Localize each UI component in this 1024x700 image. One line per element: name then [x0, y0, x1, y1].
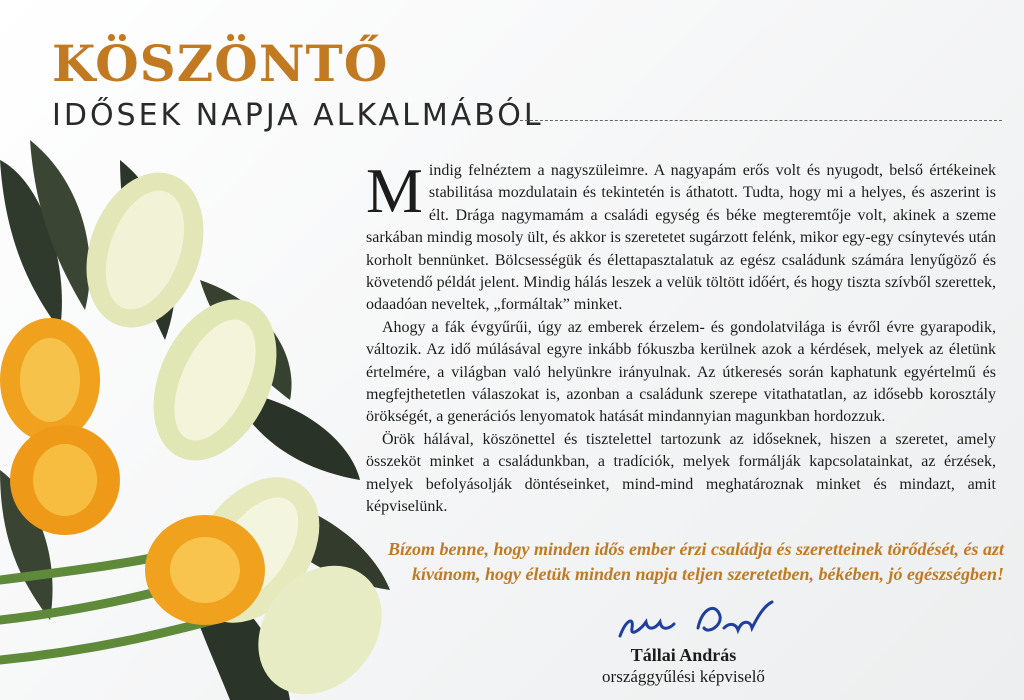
letter-paragraph-text: indig felnéztem a nagyszüleimre. A nagyapám erős volt és nyugodt, belső értékeinek stabilitása mozdulatain és tekintetén is áthatott. Tudta, hogy mi a helyes, és aszerint is élt. Drága nagymamám a családi egység és béke megteremtője volt, akinek a szeme sarkában mindig mosoly ült, és akkor is szeretetet sugárzott felénk, mikor egy-egy csínytevés után korholt bennünket. Bölcsességük és élettapasztalatuk az egész családunk számára lenyűgöző és követendő példát jelent. Mindig hálás leszek a velük töltött időért, és hogy tiszta szívből szerettek, odaadóan neveltek, „formáltak” minket.	[366, 162, 996, 314]
closing-line: Bízom benne, hogy minden idős ember érzi családja és szeretteinek törődését, és azt	[388, 539, 1004, 559]
closing-wish	[374, 537, 1004, 587]
closing-line: kívánom, hogy életük minden napja teljen szeretetben, békében, jó egészségben!	[412, 564, 1004, 584]
page-subtitle: IDŐSEK NAPJA ALKALMÁBÓL	[52, 98, 544, 133]
letter-paragraph	[366, 155, 996, 317]
signer-title: országgyűlési képviselő	[602, 667, 765, 686]
letter-body	[366, 155, 996, 519]
header-divider	[520, 120, 1002, 121]
signer-name: Tállai András	[630, 645, 737, 665]
letter-paragraph: Örök hálával, köszönettel és tisztelettel tartozunk az időseknek, hiszen a szeretet, amely összeköt minket a családunkban, a tradíciók, melyek formálják kapcsolatainkat, az érzések, melyek befolyásolják döntéseinket, mind-mind meghatároznak minket és mindazt, amit képviselünk.	[366, 430, 996, 516]
page-title: KÖSZÖNTŐ	[52, 34, 389, 93]
handwritten-signature	[612, 598, 782, 648]
letter-paragraph: Ahogy a fák évgyűrűi, úgy az emberek érzelem- és gondolatvilága is évről évre gyarapodik, változik. Az idő múlásával egyre inkább fókuszba kerülnek azok a kérdések, melyek az életünk értelmére, a világban való helyünkre irányulnak. Az útkeresés során kaphatunk egyértelmű és megfejthetetlen válaszokat is, azonban a családunk szerepe vitathatatlan, az idősebb korosztály örökségét, a generációs lenyomatok hatását mindannyian magunkban hordozzuk.	[366, 318, 996, 426]
drop-cap: M	[366, 155, 423, 226]
flower-bouquet-image	[0, 140, 400, 700]
